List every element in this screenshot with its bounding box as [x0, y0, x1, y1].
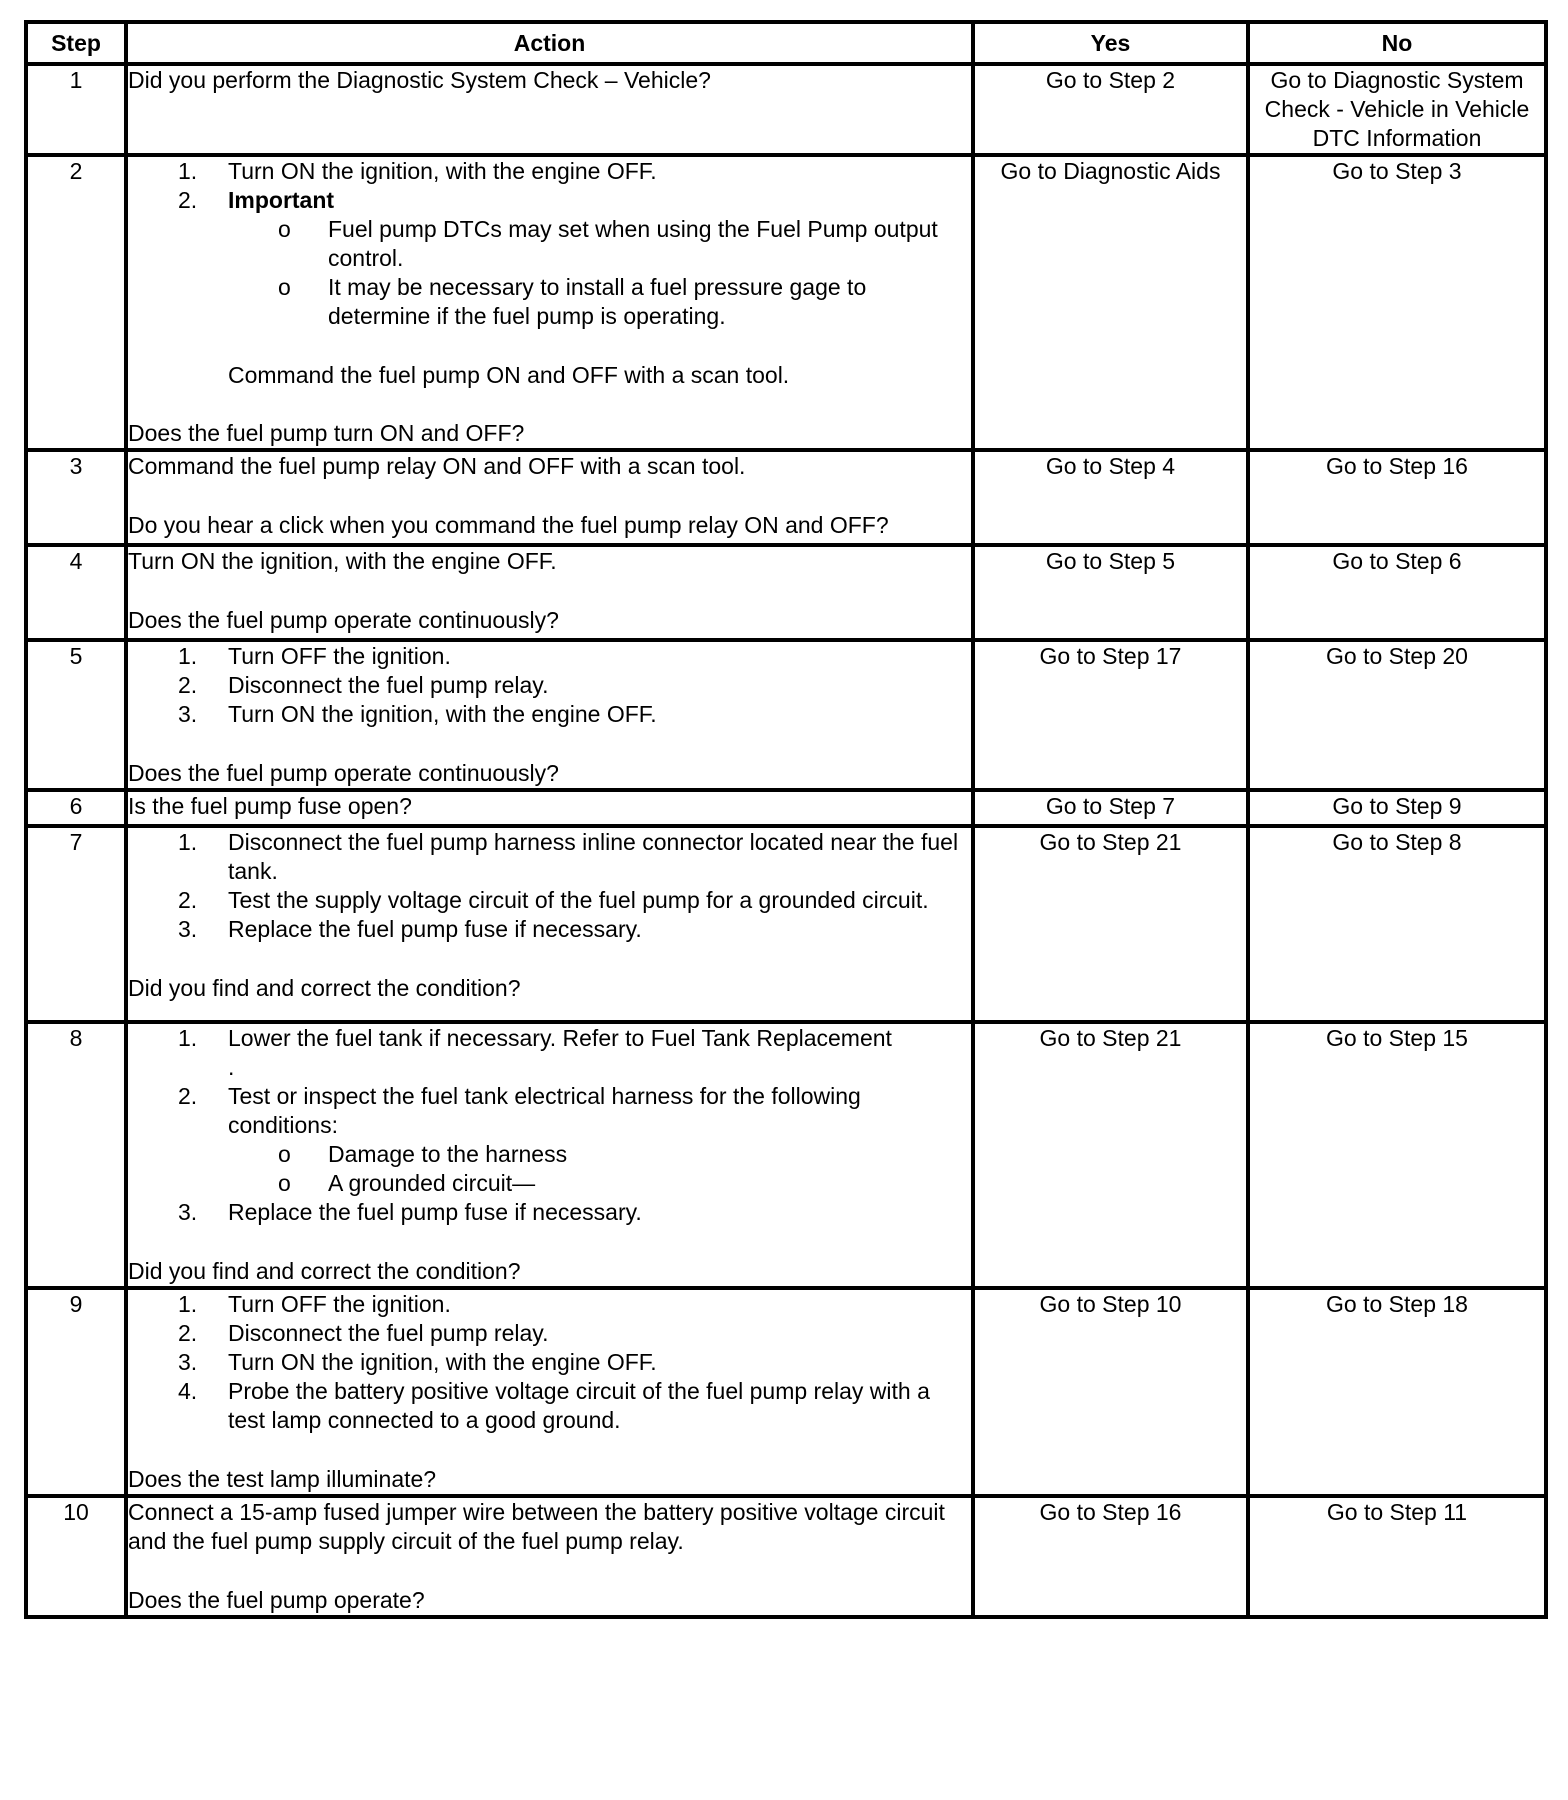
no-cell: Go to Step 20 — [1248, 640, 1546, 790]
list-item: 2. Disconnect the fuel pump relay. — [178, 672, 549, 698]
no-cell: Go to Diagnostic System Check - Vehicle in Vehicle DTC Information — [1248, 64, 1546, 155]
yes-cell: Go to Step 2 — [973, 64, 1248, 155]
list-item: 3. Turn ON the ignition, with the engine OFF. — [178, 1349, 657, 1375]
numbered-list — [128, 1024, 971, 1227]
list-item: 1. Turn OFF the ignition. — [178, 643, 451, 669]
no-cell: Go to Step 16 — [1248, 450, 1546, 545]
table-row — [26, 155, 1546, 450]
action-cell — [126, 826, 973, 1022]
header-action: Action — [126, 22, 973, 64]
question-text: Did you find and correct the condition? — [128, 1258, 521, 1284]
numbered-list — [128, 828, 971, 944]
list-item: 2. Test the supply voltage circuit of the fuel pump for a grounded circuit. — [178, 887, 929, 913]
step-number: 4 — [26, 545, 126, 640]
table-row — [26, 1022, 1546, 1288]
command-text: Command the fuel pump ON and OFF with a scan tool. — [228, 362, 790, 388]
step-number: 9 — [26, 1288, 126, 1496]
bullet-item: o Fuel pump DTCs may set when using the Fuel Pump output control. — [278, 216, 938, 271]
question-text: Is the fuel pump fuse open? — [128, 793, 412, 819]
yes-cell: Go to Step 4 — [973, 450, 1248, 545]
question-text: Does the fuel pump operate continuously? — [128, 760, 559, 786]
list-item: 1. Lower the fuel tank if necessary. Refer to Fuel Tank Replacement . — [178, 1025, 892, 1080]
instruction-text: Connect a 15-amp fused jumper wire between the battery positive voltage circuit and the fuel pump supply circuit of the fuel pump relay. — [128, 1499, 945, 1554]
list-item: 2. Test or inspect the fuel tank electrical harness for the following conditions: o Damage to the harness o A grounded circuit— — [128, 1082, 971, 1198]
step-number: 6 — [26, 790, 126, 826]
yes-cell: Go to Step 7 — [973, 790, 1248, 826]
bullet-item: o Damage to the harness — [278, 1141, 568, 1167]
bullet-list — [228, 1140, 971, 1198]
list-item: 1. Disconnect the fuel pump harness inline connector located near the fuel tank. — [178, 829, 959, 884]
action-cell — [126, 1288, 973, 1496]
list-item: 3. Turn ON the ignition, with the engine OFF. — [178, 701, 657, 727]
numbered-list — [128, 642, 971, 729]
diagnostic-table — [24, 20, 1548, 1619]
list-item: 1. Turn OFF the ignition. — [178, 1291, 451, 1317]
step-number: 7 — [26, 826, 126, 1022]
no-cell: Go to Step 18 — [1248, 1288, 1546, 1496]
action-cell — [126, 450, 973, 545]
instruction-text: Turn ON the ignition, with the engine OFF. — [128, 548, 557, 574]
header-no: No — [1248, 22, 1546, 64]
no-cell: Go to Step 15 — [1248, 1022, 1546, 1288]
question-text: Does the fuel pump operate continuously? — [128, 607, 559, 633]
action-cell — [126, 640, 973, 790]
table-row — [26, 64, 1546, 155]
list-item: 1. Turn ON the ignition, with the engine OFF. — [178, 158, 657, 184]
important-label: Important — [228, 187, 335, 213]
list-item: 2. Important o Fuel pump DTCs may set when using the Fuel Pump output control. o It may be necessary to install a fuel pressure gage to determine if the fuel pump is operating. — [128, 186, 971, 331]
no-cell: Go to Step 6 — [1248, 545, 1546, 640]
question-text: Does the fuel pump operate? — [128, 1587, 425, 1613]
bullet-item: o It may be necessary to install a fuel pressure gage to determine if the fuel pump is operating. — [278, 274, 867, 329]
table-row — [26, 450, 1546, 545]
yes-cell: Go to Step 5 — [973, 545, 1248, 640]
step-number: 5 — [26, 640, 126, 790]
yes-cell: Go to Step 21 — [973, 1022, 1248, 1288]
table-row — [26, 545, 1546, 640]
no-cell: Go to Step 9 — [1248, 790, 1546, 826]
yes-cell: Go to Step 16 — [973, 1496, 1248, 1617]
header-yes: Yes — [973, 22, 1248, 64]
yes-cell: Go to Step 10 — [973, 1288, 1248, 1496]
step-number: 3 — [26, 450, 126, 545]
instruction-text: Command the fuel pump relay ON and OFF with a scan tool. — [128, 453, 746, 479]
step-number: 10 — [26, 1496, 126, 1617]
list-item: 3. Replace the fuel pump fuse if necessary. — [178, 1199, 642, 1225]
list-item: 2. Disconnect the fuel pump relay. — [178, 1320, 549, 1346]
question-text: Does the test lamp illuminate? — [128, 1466, 437, 1492]
table-row — [26, 1496, 1546, 1617]
step-number: 2 — [26, 155, 126, 450]
action-cell — [126, 155, 973, 450]
action-cell — [126, 64, 973, 155]
question-text: Did you find and correct the condition? — [128, 975, 521, 1001]
action-cell — [126, 1022, 973, 1288]
numbered-list — [128, 1290, 971, 1435]
list-item: 4. Probe the battery positive voltage circuit of the fuel pump relay with a test lamp connected to a good ground. — [178, 1378, 930, 1433]
question-text: Does the fuel pump turn ON and OFF? — [128, 420, 525, 446]
yes-cell: Go to Diagnostic Aids — [973, 155, 1248, 450]
yes-cell: Go to Step 17 — [973, 640, 1248, 790]
bullet-list — [228, 215, 971, 331]
step-number: 1 — [26, 64, 126, 155]
table-row — [26, 790, 1546, 826]
header-step: Step — [26, 22, 126, 64]
numbered-list — [128, 157, 971, 331]
list-item: 3. Replace the fuel pump fuse if necessary. — [178, 916, 642, 942]
action-cell — [126, 1496, 973, 1617]
question-text: Do you hear a click when you command the fuel pump relay ON and OFF? — [128, 512, 889, 538]
no-cell: Go to Step 3 — [1248, 155, 1546, 450]
table-row — [26, 1288, 1546, 1496]
action-cell — [126, 545, 973, 640]
step-number: 8 — [26, 1022, 126, 1288]
no-cell: Go to Step 8 — [1248, 826, 1546, 1022]
bullet-item: o A grounded circuit— — [278, 1170, 536, 1196]
table-row — [26, 640, 1546, 790]
header-row — [26, 22, 1546, 64]
yes-cell: Go to Step 21 — [973, 826, 1248, 1022]
question-text: Did you perform the Diagnostic System Check – Vehicle? — [128, 67, 711, 93]
no-cell: Go to Step 11 — [1248, 1496, 1546, 1617]
action-cell — [126, 790, 973, 826]
table-row — [26, 826, 1546, 1022]
